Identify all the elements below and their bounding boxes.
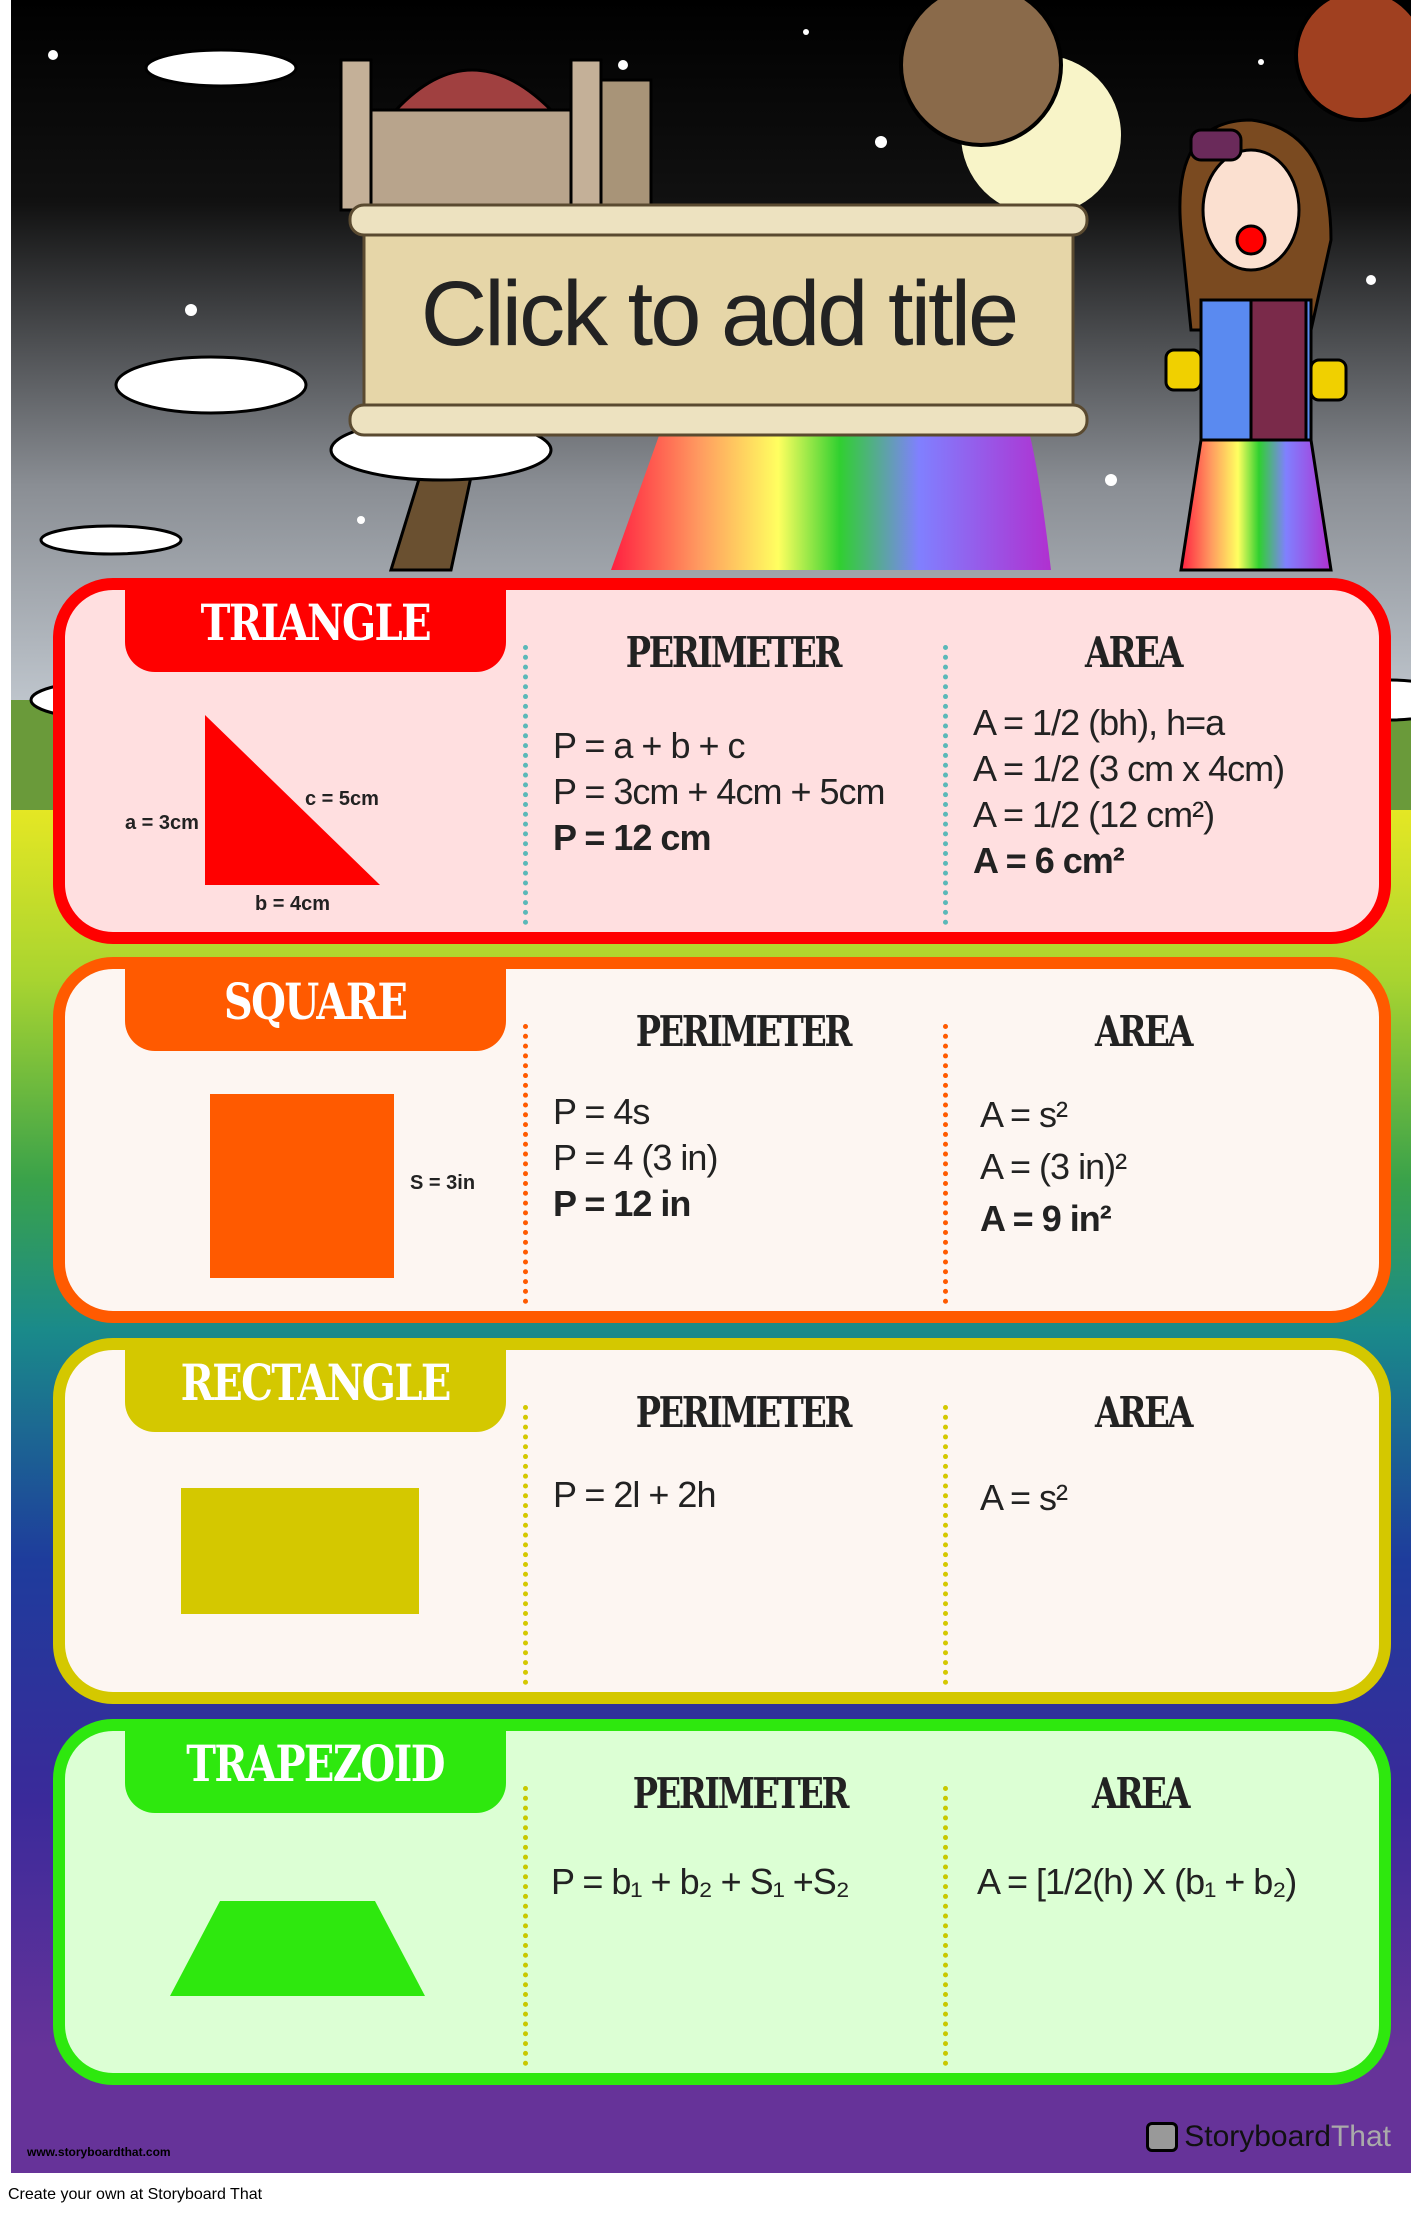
area-formulas: A = s² [980,1477,1068,1518]
perimeter-heading: PERIMETER [625,628,841,677]
divider [523,645,528,925]
footer-url[interactable]: www.storyboardthat.com [27,2145,171,2159]
speech-bubble-icon [1146,2122,1178,2152]
title-text[interactable]: Click to add title [420,263,1017,365]
label-b: b = 4cm [255,893,331,915]
planet [901,0,1061,145]
card-title: TRAPEZOID [186,1734,445,1793]
trapezoid-tab [125,1725,506,1813]
perimeter-heading: PERIMETER [635,1007,851,1056]
storyboardthat-logo[interactable] [1146,2120,1391,2154]
perimeter-formulas: P = 2l + 2h [553,1474,716,1515]
perimeter-heading: PERIMETER [632,1769,848,1818]
label-c: c = 5cm [305,788,379,810]
divider [943,645,948,925]
triangle-shape [205,715,405,915]
area-formulas: A = [1/2(h) X (b₁ + b₂) [977,1861,1297,1902]
area-heading: AREA [1094,1007,1192,1056]
poster [11,0,1411,2173]
divider [523,1405,528,1685]
area-heading: AREA [1094,1388,1192,1437]
credit-link[interactable]: Create your own at Storyboard That [8,2186,263,2203]
area-heading: AREA [1084,628,1182,677]
rectangle-tab [125,1344,506,1432]
area-heading: AREA [1091,1769,1189,1818]
logo-text-accent: That [1330,2120,1391,2153]
card-title: TRIANGLE [200,593,431,652]
divider [523,1024,528,1304]
label-a: a = 3cm [125,812,199,834]
rectangle-card [53,1338,1391,1704]
area-formulas: A = s² A = (3 in)² A = 9 in² [980,1094,1127,1239]
square-card [53,957,1391,1323]
trapezoid-shape [170,1901,430,2001]
rectangle-shape [181,1488,419,1614]
square-tab [125,963,506,1051]
divider [943,1405,948,1685]
perimeter-formulas: P = a + b + c P = 3cm + 4cm + 5cm P = 12 cm [553,725,885,858]
divider [943,1024,948,1304]
perimeter-formulas: P = b₁ + b₂ + S₁ +S₂ [551,1861,849,1902]
divider [523,1786,528,2066]
label-s: S = 3in [410,1172,476,1194]
square-shape [210,1094,394,1278]
logo-text: Storyboard [1184,2120,1331,2153]
trapezoid-card [53,1719,1391,2085]
divider [943,1786,948,2066]
triangle-card [53,578,1391,944]
card-title: SQUARE [224,972,407,1031]
area-formulas: A = 1/2 (bh), h=a A = 1/2 (3 cm x 4cm) A = 1/2 (12 cm²) A = 6 cm² [973,702,1285,881]
card-title: RECTANGLE [180,1353,451,1412]
triangle-tab [125,584,506,672]
perimeter-heading: PERIMETER [635,1388,851,1437]
perimeter-formulas: P = 4s P = 4 (3 in) P = 12 in [553,1091,718,1224]
